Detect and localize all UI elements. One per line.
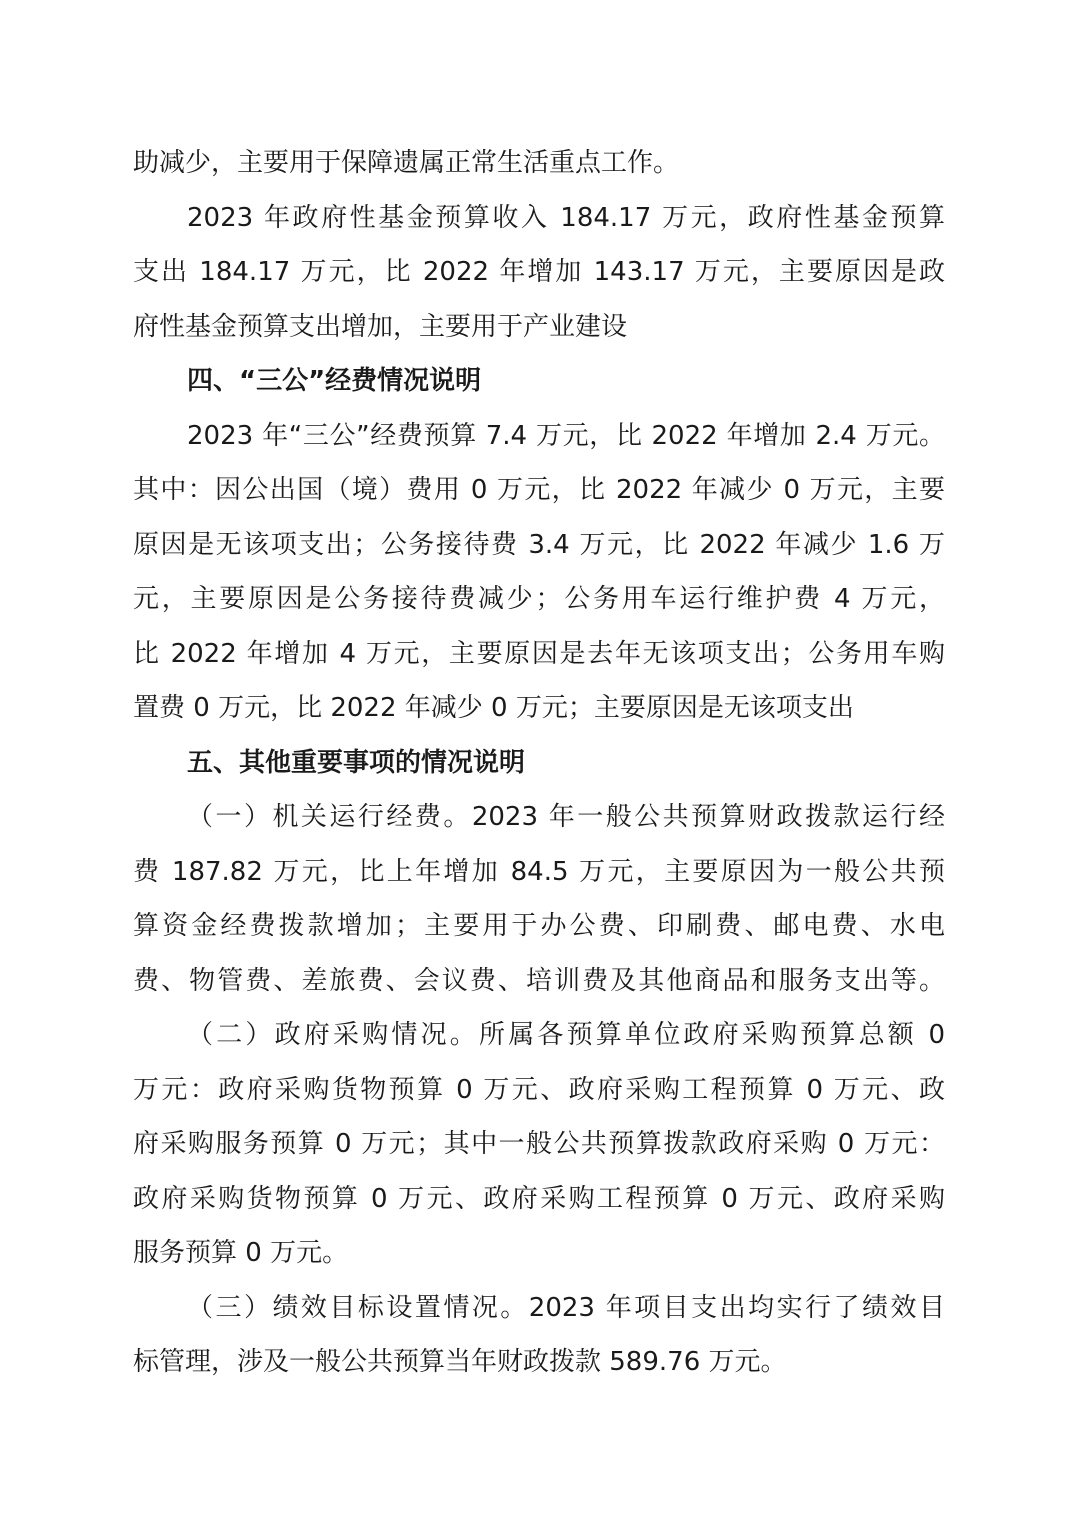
text-line: 费 187.82 万元，比上年增加 84.5 万元，主要原因为一般公共预 [133,856,945,887]
text-line: 万元：政府采购货物预算 0 万元、政府采购工程预算 0 万元、政 [133,1074,945,1105]
text-line: 置费 0 万元，比 2022 年减少 0 万元；主要原因是无该项支出 [133,693,854,723]
text-line: 服务预算 0 万元。 [133,1238,349,1268]
section-heading: 五、其他重要事项的情况说明 [187,747,526,778]
text-line: 原因是无该项支出；公务接待费 3.4 万元，比 2022 年减少 1.6 万 [133,529,945,560]
text-line: 标管理，涉及一般公共预算当年财政拨款 589.76 万元。 [133,1347,787,1377]
text-line: 助减少，主要用于保障遗属正常生活重点工作。 [133,148,680,178]
text-line: （一）机关运行经费。2023 年一般公共预算财政拨款运行经 [187,802,945,832]
text-line: 算资金经费拨款增加；主要用于办公费、印刷费、邮电费、水电 [133,911,945,941]
text-line: 2023 年“三公”经费预算 7.4 万元，比 2022 年增加 2.4 万元。 [187,420,945,451]
text-line: 支出 184.17 万元，比 2022 年增加 143.17 万元，主要原因是政 [133,257,945,287]
text-line: 府性基金预算支出增加，主要用于产业建设 [133,311,628,342]
text-line: 政府采购货物预算 0 万元、政府采购工程预算 0 万元、政府采购 [133,1183,945,1214]
text-line: 费、物管费、差旅费、会议费、培训费及其他商品和服务支出等。 [133,965,945,996]
text-line: 府采购服务预算 0 万元；其中一般公共预算拨款政府采购 0 万元： [133,1129,945,1159]
text-line: （三）绩效目标设置情况。2023 年项目支出均实行了绩效目 [187,1292,945,1323]
document-body [133,136,945,1390]
text-line: 比 2022 年增加 4 万元，主要原因是去年无该项支出；公务用车购 [133,638,945,669]
text-line: 元，主要原因是公务接待费减少；公务用车运行维护费 4 万元， [133,584,945,614]
text-line: 其中：因公出国（境）费用 0 万元，比 2022 年减少 0 万元，主要 [133,475,945,505]
section-heading: 四、“三公”经费情况说明 [187,366,482,396]
text-line: 2023 年政府性基金预算收入 184.17 万元，政府性基金预算 [187,202,945,233]
text-line: （二）政府采购情况。所属各预算单位政府采购预算总额 0 [187,1020,945,1050]
